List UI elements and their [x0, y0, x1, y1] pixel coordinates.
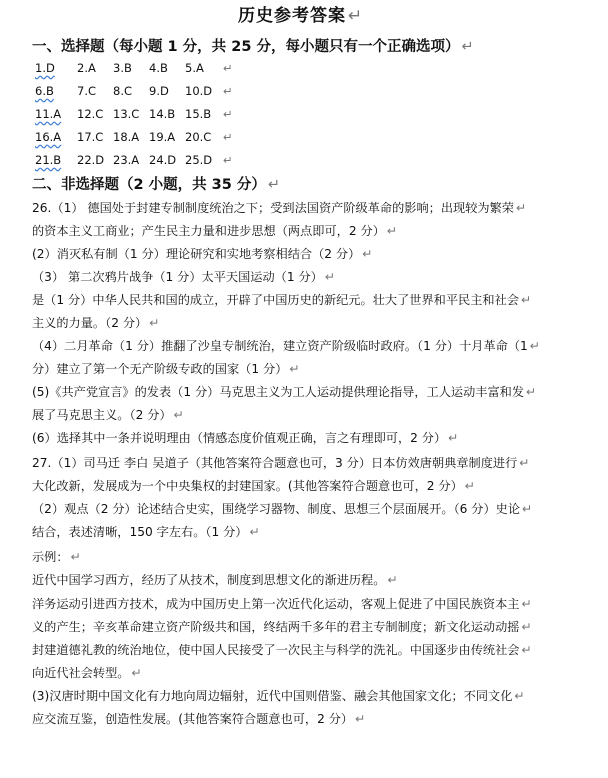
answer-line: （4）二月革命（1 分）推翻了沙皇专制统治，建立资产阶级临时政府。（1 分）十月革命（1 ↵ [32, 339, 541, 353]
section2-heading: 二、非选择题（2 小题，共 35 分） ↵ [32, 177, 281, 193]
answer-line: 27.（1）司马迁 李白 吴道子（其他答案符合题意也可，3 分）日本仿效唐朝典章制度进行 ↵ [32, 456, 530, 470]
section1-heading: 一、选择题（每小题 1 分，共 25 分，每小题只有一个正确选项） ↵ [32, 39, 474, 55]
answer-line: (6）选择其中一条并说明理由（情感态度价值观正确，言之有理即可，2 分） ↵ [32, 431, 459, 445]
choice-answer: 19.A [149, 130, 176, 144]
choice-answer: 12.C [77, 107, 104, 121]
choice-answer: 5.A [185, 61, 204, 75]
choice-row: 11.A 12.C 13.C 14.B 15.B ↵ [35, 107, 233, 121]
choice-row: 6.B 7.C 8.C 9.D 10.D ↵ [35, 84, 233, 98]
choice-answer: 24.D [149, 153, 177, 167]
choice-answer: 17.C [77, 130, 104, 144]
choice-answer: 16.A [35, 130, 62, 144]
answer-line: (5)《共产党宣言》的发表（1 分）马克思主义为工人运动提供理论指导，工人运动丰富和发 ↵ [32, 385, 537, 399]
choice-answer: 15.B [185, 107, 212, 121]
answer-line: 大化改新，发展成为一个中央集权的封建国家。(其他答案符合题意也可，2 分） ↵ [32, 479, 475, 493]
answer-line: 的资本主义工商业；产生民主力量和进步思想（两点即可，2 分） ↵ [32, 224, 398, 238]
choice-answer: 1.D [35, 61, 55, 75]
answer-line: （3） 第二次鸦片战争（1 分）太平天国运动（1 分） ↵ [32, 270, 336, 284]
page-title: 历史参考答案 ↵ [238, 6, 364, 26]
choice-answer: 8.C [113, 84, 133, 98]
answer-line: 是（1 分）中华人民共和国的成立，开辟了中国历史的新纪元。壮大了世界和平民主和社会 ↵ [32, 293, 532, 307]
answer-line: 义的产生；辛亥革命建立资产阶级共和国，终结两千多年的君主专制制度；新文化运动动摇 ↵ [32, 620, 532, 634]
answer-line: 主义的力量。（2 分） ↵ [32, 316, 160, 330]
choice-answer: 11.A [35, 107, 62, 121]
answer-line: 洋务运动引进西方技术，成为中国历史上第一次近代化运动，客观上促进了中国民族资本主 ↵ [32, 597, 532, 611]
answer-line: 分）建立了第一个无产阶级专政的国家（1 分） ↵ [32, 362, 300, 376]
answer-line: （2）观点（2 分）论述结合史实，围绕学习器物、制度、思想三个层面展开。（6 分）史论 ↵ [32, 502, 533, 516]
choice-answer: 23.A [113, 153, 140, 167]
choice-answer: 9.D [149, 84, 169, 98]
answer-line: 封建道德礼教的统治地位，使中国人民接受了一次民主与科学的洗礼。中国逐步由传统社会 ↵ [32, 643, 532, 657]
answer-line: (2）消灭私有制（1 分）理论研究和实地考察相结合（2 分） ↵ [32, 247, 373, 261]
choice-answer: 7.C [77, 84, 97, 98]
choice-answer: 18.A [113, 130, 140, 144]
answer-line: (3)汉唐时期中国文化有力地向周边辐射，近代中国则借鉴、融会其他国家文化；不同文化 ↵ [32, 689, 525, 703]
answer-line: 展了马克思主义。（2 分） ↵ [32, 408, 184, 422]
choice-answer: 2.A [77, 61, 96, 75]
choice-answer: 13.C [113, 107, 140, 121]
choice-answer: 4.B [149, 61, 168, 75]
answer-line: 向近代社会转型。 ↵ [32, 666, 142, 680]
answer-line: 26.（1） 德国处于封建专制制度统治之下；受到法国资产阶级革命的影响；出现较为繁荣 ↵ [32, 201, 527, 215]
answer-line: 近代中国学习西方，经历了从技术，制度到思想文化的渐进历程。 ↵ [32, 573, 398, 587]
choice-row: 16.A 17.C 18.A 19.A 20.C ↵ [35, 130, 233, 144]
choice-answer: 20.C [185, 130, 212, 144]
choice-answer: 10.D [185, 84, 213, 98]
choice-answer: 3.B [113, 61, 132, 75]
choice-answer: 25.D [185, 153, 213, 167]
choice-answer: 21.B [35, 153, 62, 167]
choice-answer: 6.B [35, 84, 54, 98]
choice-row: 1.D 2.A 3.B 4.B 5.A ↵ [35, 61, 233, 75]
answer-line: 结合，表述清晰，150 字左右。（1 分） ↵ [32, 525, 260, 539]
choice-answer: 14.B [149, 107, 176, 121]
answer-line: 应交流互鉴，创造性发展。(其他答案符合题意也可，2 分） ↵ [32, 712, 366, 726]
answer-line: 示例： ↵ [32, 550, 81, 564]
choice-row: 21.B 22.D 23.A 24.D 25.D ↵ [35, 153, 233, 167]
choice-answer: 22.D [77, 153, 105, 167]
